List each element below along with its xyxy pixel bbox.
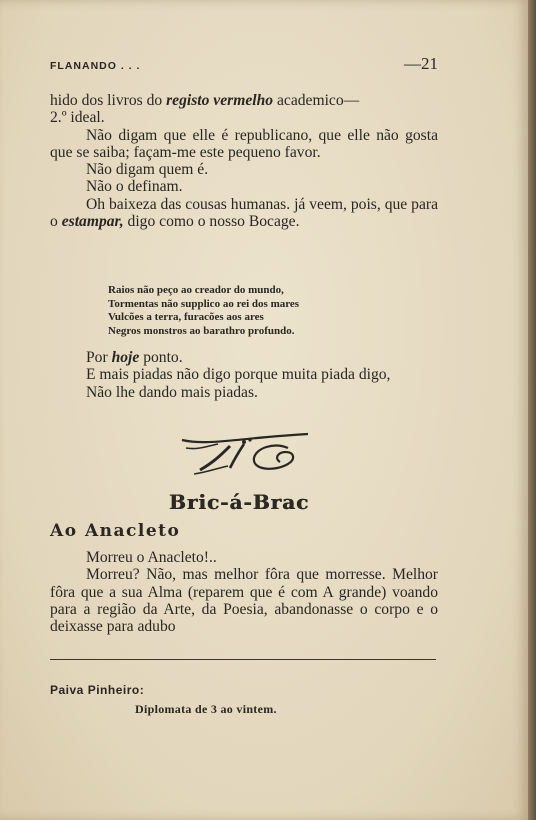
paragraph bbox=[50, 349, 438, 366]
text-run: digo como o nosso Bocage. bbox=[123, 213, 300, 231]
verse-line: Raios não peço ao creador do mundo, bbox=[108, 284, 284, 296]
page-number: —21 bbox=[404, 54, 438, 73]
text-run: ponto. bbox=[139, 349, 183, 366]
verse-line: Tormentas não supplico ao rei dos mares bbox=[108, 297, 300, 310]
page-edge bbox=[528, 0, 536, 820]
section-title bbox=[0, 490, 528, 514]
paragraph: Não digam que elle é republicano, que elle não gosta que se saiba; façam-me este pequeno favor. bbox=[50, 126, 438, 161]
section-title-text: Bric-á-Brac bbox=[168, 490, 310, 514]
text-run: hido dos livros do bbox=[50, 92, 167, 109]
body-text-top bbox=[50, 92, 438, 230]
text-run: academico— bbox=[273, 92, 360, 109]
decorative-ornament bbox=[178, 432, 313, 480]
text-run: 2.º ideal. bbox=[50, 109, 105, 127]
emphasis-text: hoje bbox=[111, 349, 140, 366]
footnote-label: Paiva Pinheiro: bbox=[50, 683, 145, 697]
paragraph: Não digam quem é. bbox=[86, 161, 209, 179]
emphasis-text: registo vermelho bbox=[166, 92, 274, 109]
paragraph bbox=[50, 196, 438, 231]
running-head bbox=[50, 54, 438, 74]
verse-line: Negros monstros ao barathro profundo. bbox=[108, 324, 295, 337]
verse-quote bbox=[108, 284, 408, 338]
body-text-middle bbox=[50, 349, 438, 401]
body-text-bottom bbox=[50, 549, 438, 635]
paragraph: Morreu? Não, mas melhor fôra que morresse. Melhor fôra que a sua Alma (reparem que é com A grande) voando para a região da Arte, da Poesia, abandonasse o corpo e o deixasse para adubo bbox=[50, 566, 438, 636]
verse-line: Vulcões a terra, furacões aos ares bbox=[108, 311, 264, 324]
paragraph: Não lhe dando mais piadas. bbox=[86, 383, 258, 401]
paragraph: Morreu o Anacleto!.. bbox=[86, 549, 217, 566]
subtitle: Ao Anacleto bbox=[50, 521, 181, 541]
footnote-rule bbox=[50, 659, 436, 660]
running-head-title: FLANANDO . . . bbox=[50, 60, 141, 72]
paragraph: Não o definam. bbox=[86, 178, 183, 196]
text-run: Oh baixeza das cousas humanas. já veem, pois, que para o bbox=[50, 195, 438, 231]
paragraph bbox=[50, 92, 438, 127]
footnote-text: Diplomata de 3 ao vintem. bbox=[135, 702, 277, 716]
text-run: Por bbox=[86, 349, 112, 366]
emphasis-text: estampar, bbox=[61, 213, 124, 231]
paragraph: E mais piadas não digo porque muita piada digo, bbox=[86, 366, 391, 384]
